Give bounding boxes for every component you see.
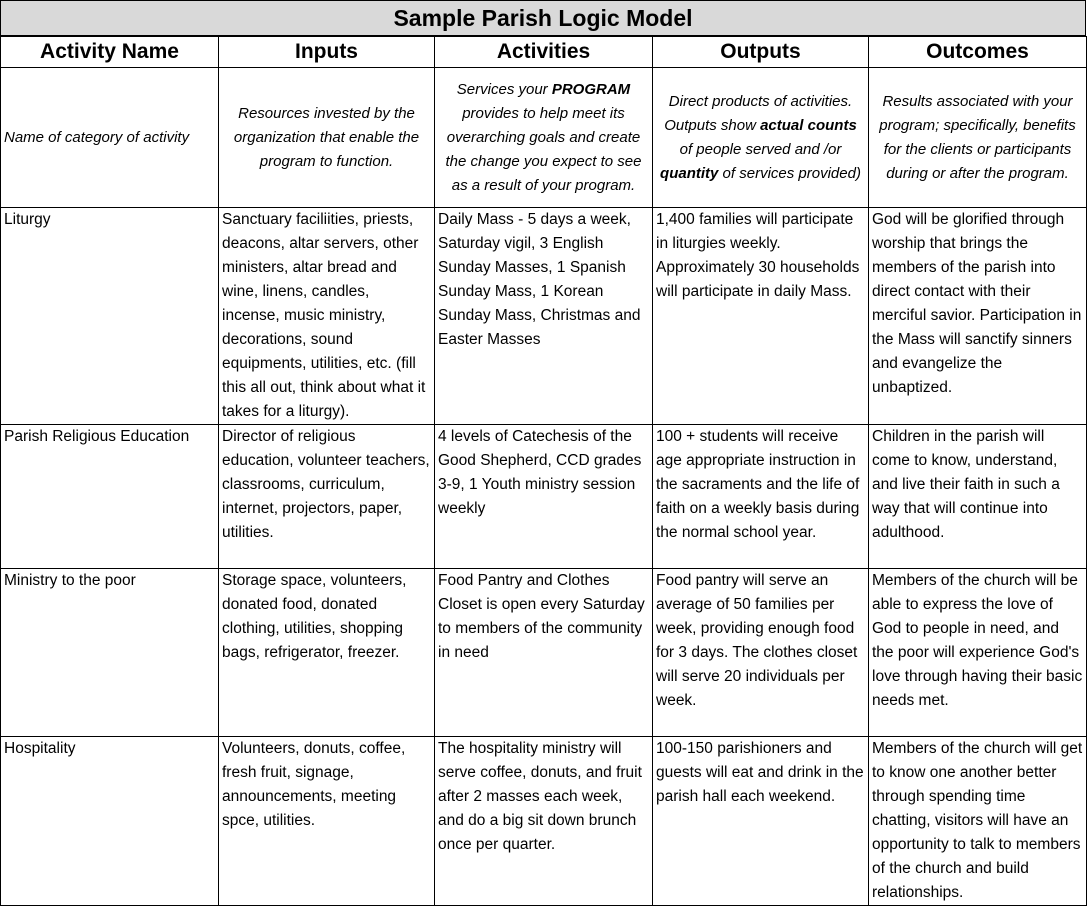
header-inputs[interactable]: Inputs (219, 37, 435, 68)
cell-outcomes[interactable]: Children in the parish will come to know, understand, and live their faith in such a way that will continue into adulthood. (869, 425, 1087, 569)
cell-inputs[interactable]: Director of religious education, volunteer teachers, classrooms, curriculum, internet, projectors, paper, utilities. (219, 425, 435, 569)
header-outcomes[interactable]: Outcomes (869, 37, 1087, 68)
header-row (1, 37, 1087, 68)
cell-inputs[interactable]: Sanctuary faciliities, priests, deacons, altar servers, other ministers, altar bread and wine, linens, candles, incense, music ministry, decorations, sound equipments, utilities, etc. (fill this all out, think about what it takes for a liturgy). (219, 208, 435, 425)
desc-outputs-bold-1: actual counts (760, 116, 857, 134)
cell-activity-name[interactable]: Parish Religious Education (1, 425, 219, 569)
desc-outputs-text-1: Direct products of activities. Outputs show (664, 92, 853, 134)
desc-outputs-bold-2: quantity (660, 164, 719, 182)
cell-activities[interactable]: Daily Mass - 5 days a week, Saturday vigil, 3 English Sunday Masses, 1 Spanish Sunday Mass, 1 Korean Sunday Mass, Christmas and Easter Masses (435, 208, 653, 425)
cell-activities[interactable]: Food Pantry and Clothes Closet is open every Saturday to members of the community in need (435, 569, 653, 737)
table-row (1, 425, 1087, 569)
cell-activity-name[interactable]: Hospitality (1, 737, 219, 906)
table-row (1, 569, 1087, 737)
description-row (1, 68, 1087, 208)
desc-outputs-text-3: of services provided) (718, 164, 861, 182)
cell-activity-name[interactable]: Liturgy (1, 208, 219, 425)
cell-outcomes[interactable]: God will be glorified through worship that brings the members of the parish into direct contact with their merciful savior. Participation in the Mass will sanctify sinners and evangelize the unbaptized. (869, 208, 1087, 425)
desc-inputs[interactable]: Resources invested by the organization that enable the program to function. (219, 68, 435, 208)
desc-activities-bold: PROGRAM (551, 80, 631, 98)
desc-activities-text-1: Services your (456, 80, 552, 98)
cell-outputs[interactable]: Food pantry will serve an average of 50 families per week, providing enough food for 3 days. The clothes closet will serve 20 individuals per week. (653, 569, 869, 737)
cell-inputs[interactable]: Storage space, volunteers, donated food, donated clothing, utilities, shopping bags, refrigerator, freezer. (219, 569, 435, 737)
table-row (1, 737, 1087, 906)
cell-activities[interactable]: 4 levels of Catechesis of the Good Shepherd, CCD grades 3-9, 1 Youth ministry session weekly (435, 425, 653, 569)
cell-inputs[interactable]: Volunteers, donuts, coffee, fresh fruit, signage, announcements, meeting spce, utilities. (219, 737, 435, 906)
cell-outputs[interactable]: 1,400 families will participate in liturgies weekly. Approximately 30 households will participate in daily Mass. (653, 208, 869, 425)
cell-outputs[interactable]: 100-150 parishioners and guests will eat and drink in the parish hall each weekend. (653, 737, 869, 906)
table-row (1, 208, 1087, 425)
header-outputs[interactable]: Outputs (653, 37, 869, 68)
desc-activity-name[interactable]: Name of category of activity (1, 68, 219, 208)
cell-activities[interactable]: The hospitality ministry will serve coffee, donuts, and fruit after 2 masses each week, and do a big sit down brunch once per quarter. (435, 737, 653, 906)
header-activity-name[interactable]: Activity Name (1, 37, 219, 68)
logic-model-table (0, 36, 1087, 906)
cell-outputs[interactable]: 100 + students will receive age appropriate instruction in the sacraments and the life of faith on a weekly basis during the normal school year. (653, 425, 869, 569)
desc-activities[interactable] (435, 68, 653, 208)
cell-outcomes[interactable]: Members of the church will get to know one another better through spending time chatting, visitors will have an opportunity to talk to members of the church and build relationships. (869, 737, 1087, 906)
desc-outputs[interactable] (653, 68, 869, 208)
cell-activity-name[interactable]: Ministry to the poor (1, 569, 219, 737)
cell-outcomes[interactable]: Members of the church will be able to express the love of God to people in need, and the poor will experience God's love through having their basic needs met. (869, 569, 1087, 737)
desc-activities-text-2: provides to help meet its overarching goals and create the change you expect to see as a result of your program. (445, 104, 642, 194)
desc-outputs-text-2: of people served and /or (679, 140, 842, 158)
desc-outcomes[interactable]: Results associated with your program; specifically, benefits for the clients or participants during or after the program. (869, 68, 1087, 208)
sheet-title[interactable]: Sample Parish Logic Model (0, 0, 1086, 36)
header-activities[interactable]: Activities (435, 37, 653, 68)
